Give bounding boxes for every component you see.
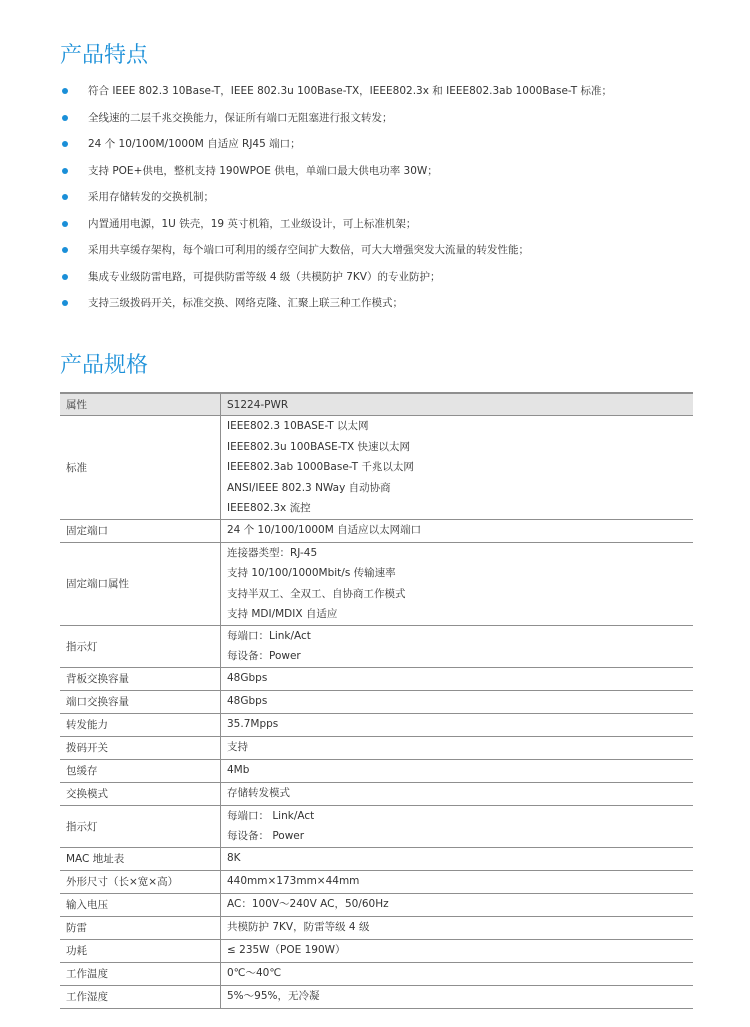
spec-value-line: 5%～95%，无冷凝 [227, 990, 320, 1003]
spec-table [60, 392, 693, 1009]
spec-row [60, 625, 693, 667]
features-list [60, 78, 720, 317]
spec-label: 标准 [60, 416, 221, 520]
spec-value-line: IEEE802.3 10BASE-T 以太网 [227, 420, 369, 432]
spec-label: 外形尺寸（长×宽×高） [60, 870, 221, 893]
spec-value-line: IEEE802.3ab 1000Base-T 千兆以太网 [227, 461, 414, 473]
spec-value [221, 805, 694, 847]
feature-item [60, 105, 720, 132]
spec-value-line: 存储转发模式 [227, 787, 290, 800]
spec-row [60, 805, 693, 847]
spec-value [221, 939, 694, 962]
spec-value-line: 0℃～40℃ [227, 967, 282, 980]
spec-value-line: 48Gbps [227, 672, 268, 685]
spec-row [60, 939, 693, 962]
spec-value-line: IEEE802.3x 流控 [227, 502, 311, 514]
spec-value-line: 4Mb [227, 764, 250, 777]
spec-label: 交换模式 [60, 782, 221, 805]
spec-label: 功耗 [60, 939, 221, 962]
spec-value-line: 440mm×173mm×44mm [227, 875, 360, 888]
spec-table-body [60, 416, 693, 1009]
feature-item [60, 211, 720, 238]
bullet-icon [62, 88, 68, 94]
spec-label: 转发能力 [60, 713, 221, 736]
spec-value [221, 893, 694, 916]
spec-value [221, 542, 694, 625]
bullet-icon [62, 115, 68, 121]
features-heading: 产品特点 [60, 43, 149, 68]
bullet-icon [62, 194, 68, 200]
spec-value-line: 24 个 10/100/1000M 自适应以太网端口 [227, 524, 422, 537]
spec-row [60, 690, 693, 713]
feature-text: 内置通用电源，1U 铁壳，19 英寸机箱，工业级设计，可上标准机架； [88, 217, 417, 230]
spec-row [60, 736, 693, 759]
spec-label: 防雷 [60, 916, 221, 939]
spec-value [221, 962, 694, 985]
feature-item [60, 78, 720, 105]
bullet-icon [62, 300, 68, 306]
spec-value-line: AC：100V～240V AC，50/60Hz [227, 898, 389, 911]
feature-text: 全线速的二层千兆交换能力，保证所有端口无阻塞进行报文转发； [88, 111, 393, 124]
spec-value [221, 759, 694, 782]
specs-heading: 产品规格 [60, 353, 149, 378]
spec-value [221, 916, 694, 939]
spec-row [60, 542, 693, 625]
spec-value [221, 870, 694, 893]
spec-value [221, 625, 694, 667]
bullet-icon [62, 274, 68, 280]
spec-label: 端口交换容量 [60, 690, 221, 713]
feature-text: 符合 IEEE 802.3 10Base-T，IEEE 802.3u 100Base-TX，IEEE802.3x 和 IEEE802.3ab 1000Base-T 标准； [88, 85, 612, 97]
spec-label: MAC 地址表 [60, 847, 221, 870]
spec-row [60, 713, 693, 736]
spec-row [60, 667, 693, 690]
feature-text: 支持三级拨码开关，标准交换、网络克隆、汇聚上联三种工作模式； [88, 297, 403, 309]
spec-label: 指示灯 [60, 805, 221, 847]
spec-value [221, 736, 694, 759]
bullet-icon [62, 247, 68, 253]
spec-label: 固定端口属性 [60, 542, 221, 625]
feature-text: 支持 POE+供电，整机支持 190WPOE 供电，单端口最大供电功率 30W； [88, 164, 438, 177]
spec-label: 固定端口 [60, 519, 221, 542]
spec-value-line: 35.7Mpps [227, 718, 279, 731]
feature-item [60, 158, 720, 185]
spec-value-line: 8K [227, 852, 241, 865]
feature-text: 采用共享缓存架构，每个端口可利用的缓存空间扩大数倍，可大大增强突发大流量的转发性能； [88, 244, 529, 256]
spec-value [221, 782, 694, 805]
spec-value [221, 519, 694, 542]
spec-value [221, 690, 694, 713]
spec-value-line: ≤ 235W（POE 190W） [227, 944, 346, 957]
spec-value-line: 支持 MDI/MDIX 自适应 [227, 608, 338, 620]
spec-row [60, 985, 693, 1008]
spec-row [60, 782, 693, 805]
spec-value [221, 985, 694, 1008]
spec-value-line: 每端口： Link/Act [227, 809, 315, 822]
feature-item [60, 131, 720, 158]
spec-value-line: 48Gbps [227, 695, 268, 708]
spec-label: 包缓存 [60, 759, 221, 782]
spec-label: 输入电压 [60, 893, 221, 916]
spec-label: 拨码开关 [60, 736, 221, 759]
spec-value [221, 667, 694, 690]
spec-row [60, 962, 693, 985]
spec-row [60, 759, 693, 782]
spec-row [60, 870, 693, 893]
spec-row [60, 916, 693, 939]
feature-item [60, 184, 720, 211]
spec-value-line: 共模防护 7KV，防雷等级 4 级 [227, 921, 370, 934]
spec-value-line: 支持半双工、全双工、自协商工作模式 [227, 587, 406, 600]
feature-text: 24 个 10/100M/1000M 自适应 RJ45 端口； [88, 138, 301, 150]
spec-value-line: 每设备： Power [227, 830, 305, 842]
spec-label: 背板交换容量 [60, 667, 221, 690]
spec-row [60, 893, 693, 916]
spec-value-line: 每端口：Link/Act [227, 629, 311, 642]
spec-value-line: 支持 [227, 741, 248, 754]
spec-value-line: 支持 10/100/1000Mbit/s 传输速率 [227, 567, 396, 579]
spec-value [221, 847, 694, 870]
spec-label: 工作湿度 [60, 985, 221, 1008]
spec-header-model: S1224-PWR [221, 393, 694, 416]
feature-item [60, 264, 720, 291]
spec-label: 指示灯 [60, 625, 221, 667]
feature-text: 集成专业级防雷电路，可提供防雷等级 4 级（共模防护 7KV）的专业防护； [88, 270, 441, 283]
spec-value-line: IEEE802.3u 100BASE-TX 快速以太网 [227, 440, 411, 453]
spec-value [221, 713, 694, 736]
spec-value-line: ANSI/IEEE 802.3 NWay 自动协商 [227, 481, 391, 494]
spec-value [221, 416, 694, 520]
spec-value-line: 每设备：Power [227, 650, 301, 662]
spec-header-attribute: 属性 [60, 393, 221, 416]
spec-row [60, 519, 693, 542]
bullet-icon [62, 168, 68, 174]
spec-value-line: 连接器类型：RJ-45 [227, 546, 318, 559]
spec-row [60, 847, 693, 870]
feature-item [60, 237, 720, 264]
bullet-icon [62, 141, 68, 147]
feature-item [60, 290, 720, 317]
spec-row [60, 416, 693, 520]
spec-label: 工作温度 [60, 962, 221, 985]
spec-table-header-row [60, 393, 693, 416]
feature-text: 采用存储转发的交换机制； [88, 191, 214, 203]
bullet-icon [62, 221, 68, 227]
